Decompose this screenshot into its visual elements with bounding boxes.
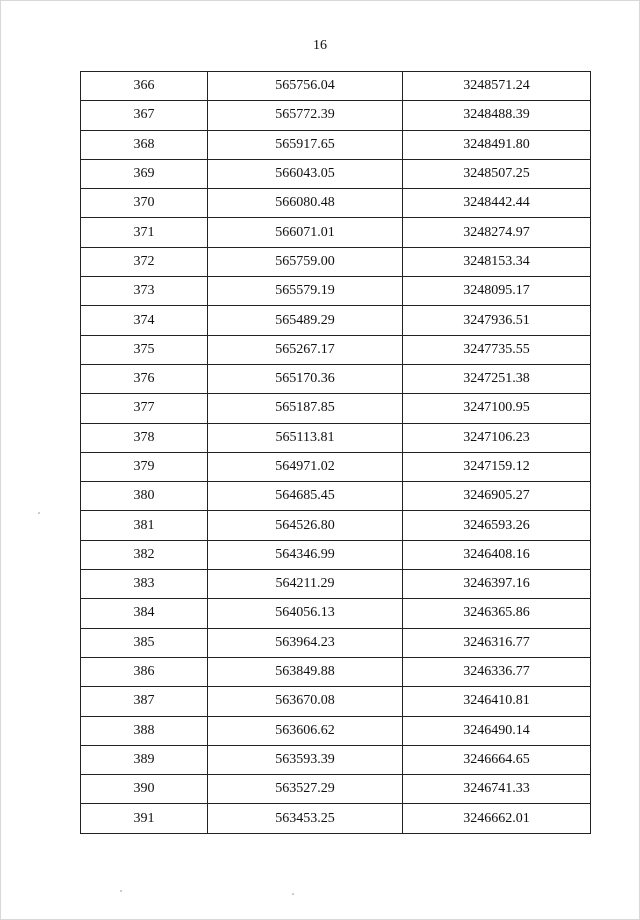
y-coordinate-cell: 3248442.44 — [403, 189, 591, 218]
point-number-cell: 385 — [81, 628, 208, 657]
y-coordinate-cell: 3247106.23 — [403, 423, 591, 452]
point-number-cell: 390 — [81, 775, 208, 804]
x-coordinate-cell: 565170.36 — [208, 364, 403, 393]
point-number-cell: 371 — [81, 218, 208, 247]
x-coordinate-cell: 564211.29 — [208, 570, 403, 599]
point-number-cell: 377 — [81, 394, 208, 423]
y-coordinate-cell: 3246741.33 — [403, 775, 591, 804]
x-coordinate-cell: 566071.01 — [208, 218, 403, 247]
point-number-cell: 381 — [81, 511, 208, 540]
table-row — [81, 657, 591, 686]
y-coordinate-cell: 3246410.81 — [403, 687, 591, 716]
page-number: 16 — [313, 38, 327, 53]
point-number-cell: 386 — [81, 657, 208, 686]
x-coordinate-cell: 564971.02 — [208, 452, 403, 481]
table-row — [81, 159, 591, 188]
table-row — [81, 804, 591, 833]
table-row — [81, 628, 591, 657]
x-coordinate-cell: 564526.80 — [208, 511, 403, 540]
x-coordinate-cell: 566043.05 — [208, 159, 403, 188]
point-number-cell: 370 — [81, 189, 208, 218]
table-row — [81, 511, 591, 540]
y-coordinate-cell: 3246593.26 — [403, 511, 591, 540]
table-row — [81, 189, 591, 218]
point-number-cell: 372 — [81, 247, 208, 276]
y-coordinate-cell: 3247735.55 — [403, 335, 591, 364]
table-row — [81, 364, 591, 393]
table-row — [81, 570, 591, 599]
x-coordinate-cell: 564685.45 — [208, 482, 403, 511]
point-number-cell: 374 — [81, 306, 208, 335]
table-row — [81, 72, 591, 101]
y-coordinate-cell: 3248571.24 — [403, 72, 591, 101]
point-number-cell: 366 — [81, 72, 208, 101]
table-row — [81, 745, 591, 774]
y-coordinate-cell: 3248491.80 — [403, 130, 591, 159]
table-row — [81, 599, 591, 628]
y-coordinate-cell: 3246664.65 — [403, 745, 591, 774]
y-coordinate-cell: 3246365.86 — [403, 599, 591, 628]
x-coordinate-cell: 565187.85 — [208, 394, 403, 423]
x-coordinate-cell: 565267.17 — [208, 335, 403, 364]
scan-speck — [38, 512, 40, 514]
x-coordinate-cell: 565759.00 — [208, 247, 403, 276]
y-coordinate-cell: 3246408.16 — [403, 540, 591, 569]
x-coordinate-cell: 566080.48 — [208, 189, 403, 218]
x-coordinate-cell: 563593.39 — [208, 745, 403, 774]
point-number-cell: 367 — [81, 101, 208, 130]
table-row — [81, 423, 591, 452]
y-coordinate-cell: 3246316.77 — [403, 628, 591, 657]
y-coordinate-cell: 3247159.12 — [403, 452, 591, 481]
point-number-cell: 389 — [81, 745, 208, 774]
point-number-cell: 378 — [81, 423, 208, 452]
x-coordinate-cell: 565756.04 — [208, 72, 403, 101]
y-coordinate-cell: 3248507.25 — [403, 159, 591, 188]
point-number-cell: 388 — [81, 716, 208, 745]
y-coordinate-cell: 3248488.39 — [403, 101, 591, 130]
y-coordinate-cell: 3246490.14 — [403, 716, 591, 745]
table-row — [81, 394, 591, 423]
x-coordinate-cell: 563670.08 — [208, 687, 403, 716]
table-row — [81, 716, 591, 745]
y-coordinate-cell: 3248095.17 — [403, 277, 591, 306]
table-row — [81, 306, 591, 335]
point-number-cell: 391 — [81, 804, 208, 833]
table-row — [81, 540, 591, 569]
x-coordinate-cell: 563606.62 — [208, 716, 403, 745]
table-row — [81, 452, 591, 481]
y-coordinate-cell: 3247936.51 — [403, 306, 591, 335]
table-row — [81, 335, 591, 364]
y-coordinate-cell: 3246662.01 — [403, 804, 591, 833]
x-coordinate-cell: 564056.13 — [208, 599, 403, 628]
scan-speck — [120, 890, 122, 892]
scan-speck — [292, 893, 294, 895]
table-row — [81, 775, 591, 804]
x-coordinate-cell: 565772.39 — [208, 101, 403, 130]
y-coordinate-cell: 3246336.77 — [403, 657, 591, 686]
y-coordinate-cell: 3246397.16 — [403, 570, 591, 599]
x-coordinate-cell: 563849.88 — [208, 657, 403, 686]
y-coordinate-cell: 3248274.97 — [403, 218, 591, 247]
table-row — [81, 482, 591, 511]
table-row — [81, 277, 591, 306]
y-coordinate-cell: 3246905.27 — [403, 482, 591, 511]
x-coordinate-cell: 564346.99 — [208, 540, 403, 569]
table-row — [81, 218, 591, 247]
point-number-cell: 387 — [81, 687, 208, 716]
table-row — [81, 130, 591, 159]
table-row — [81, 687, 591, 716]
point-number-cell: 380 — [81, 482, 208, 511]
point-number-cell: 375 — [81, 335, 208, 364]
point-number-cell: 369 — [81, 159, 208, 188]
x-coordinate-cell: 563527.29 — [208, 775, 403, 804]
point-number-cell: 376 — [81, 364, 208, 393]
table-row — [81, 101, 591, 130]
y-coordinate-cell: 3248153.34 — [403, 247, 591, 276]
y-coordinate-cell: 3247251.38 — [403, 364, 591, 393]
x-coordinate-cell: 563964.23 — [208, 628, 403, 657]
point-number-cell: 379 — [81, 452, 208, 481]
table-row — [81, 247, 591, 276]
x-coordinate-cell: 565113.81 — [208, 423, 403, 452]
x-coordinate-cell: 565917.65 — [208, 130, 403, 159]
coordinate-table — [80, 71, 591, 834]
point-number-cell: 368 — [81, 130, 208, 159]
coordinate-table-body — [81, 72, 591, 834]
y-coordinate-cell: 3247100.95 — [403, 394, 591, 423]
point-number-cell: 382 — [81, 540, 208, 569]
point-number-cell: 384 — [81, 599, 208, 628]
x-coordinate-cell: 565489.29 — [208, 306, 403, 335]
point-number-cell: 383 — [81, 570, 208, 599]
x-coordinate-cell: 563453.25 — [208, 804, 403, 833]
point-number-cell: 373 — [81, 277, 208, 306]
x-coordinate-cell: 565579.19 — [208, 277, 403, 306]
